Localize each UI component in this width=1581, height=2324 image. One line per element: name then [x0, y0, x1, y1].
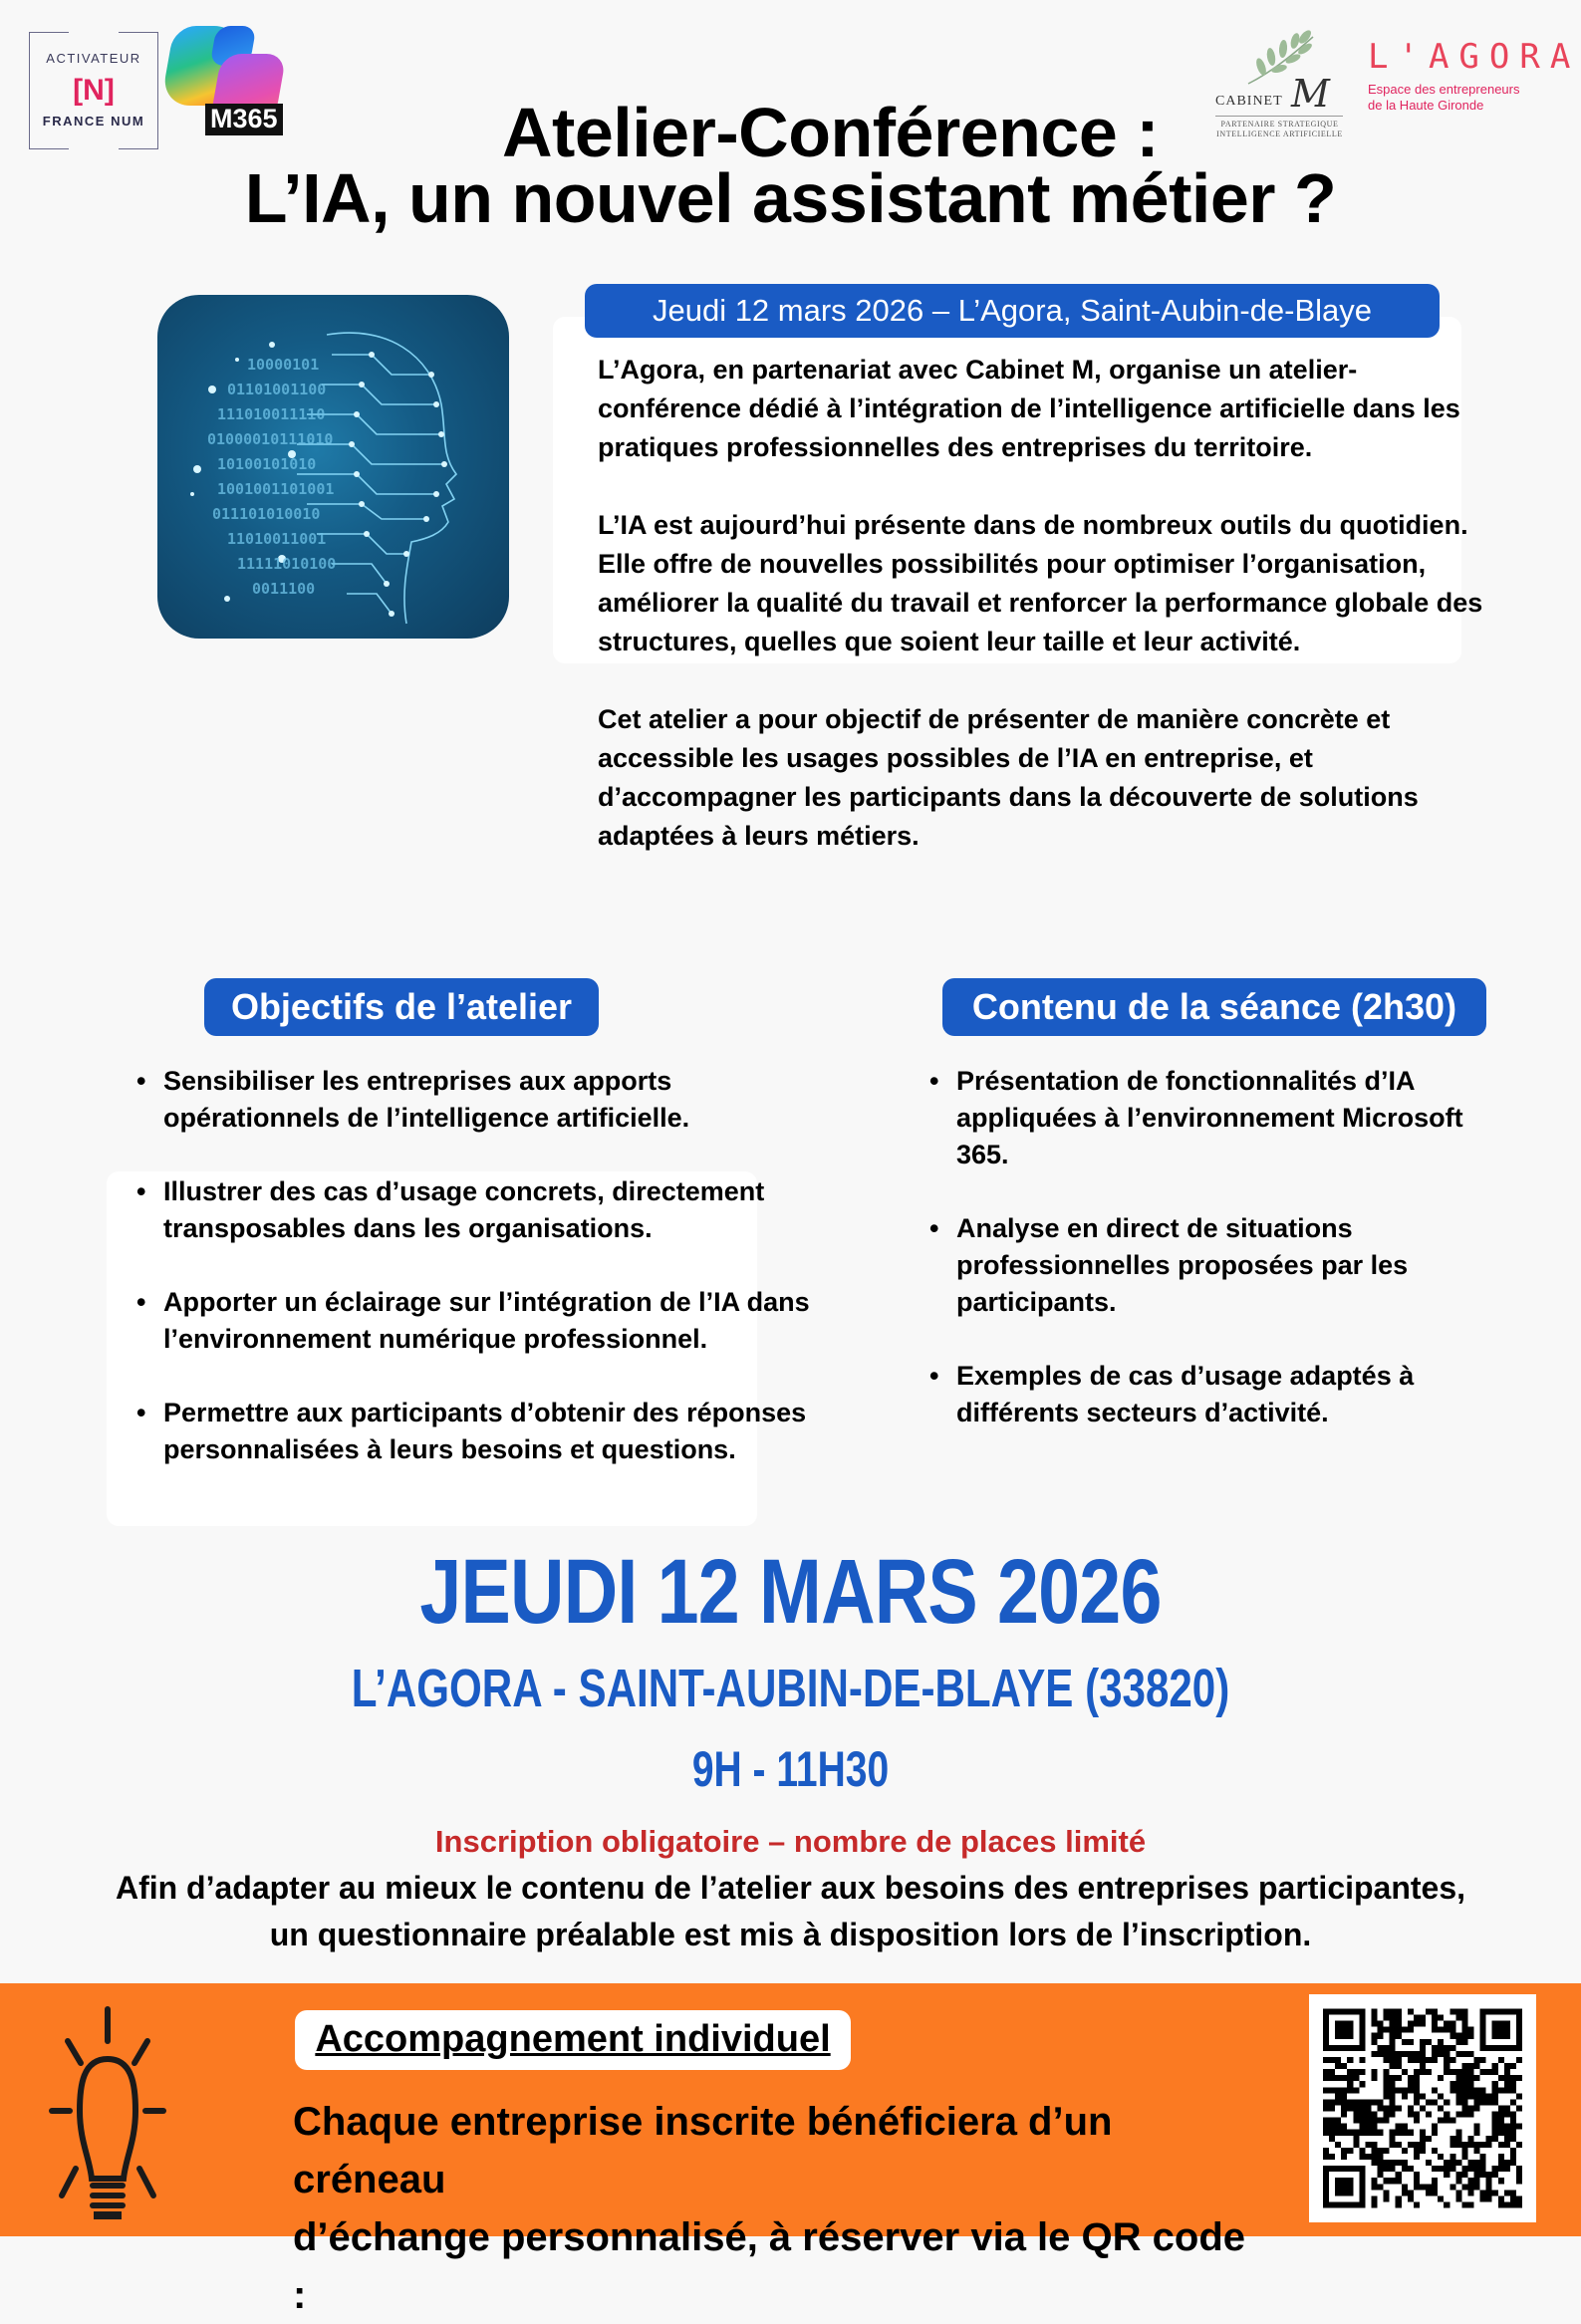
objectives-heading: Objectifs de l’atelier — [204, 978, 599, 1036]
logo-activateur-text: ACTIVATEUR — [46, 51, 141, 66]
page-title — [0, 94, 1581, 237]
accompaniment-text — [293, 2093, 1249, 2324]
footer-band — [0, 1983, 1581, 2317]
svg-text:01101001100: 01101001100 — [227, 381, 327, 398]
objective-item: • Illustrer des cas d’usage concrets, directement transposables dans les organisations. — [136, 1173, 814, 1247]
intro-paragraph: L’IA est aujourd’hui présente dans de nombreux outils du quotidien. Elle offre de nouvelles possibilités pour optimiser l’organisation, améliorer la qualité du travail et renforcer la performance globale des structures, quelles que soient leur taille et leur activité. — [598, 510, 1483, 656]
cabinet-name: CABINET — [1215, 94, 1283, 109]
m365-label: M365 — [205, 104, 283, 135]
agora-tagline-line1: Espace des entrepreneurs — [1368, 82, 1520, 97]
svg-text:11111010100: 11111010100 — [237, 555, 337, 573]
registration-notice: Inscription obligatoire – nombre de places limité — [434, 1824, 1147, 1859]
registration-note-line1: Afin d’adapter au mieux le contenu de l’atelier aux besoins des entreprises participantes, — [115, 1870, 1466, 1906]
date-location-badge: Jeudi 12 mars 2026 – L’Agora, Saint-Aubin-de-Blaye — [585, 284, 1440, 338]
event-time: 9H - 11H30 — [691, 1741, 890, 1797]
svg-text:1001001101001: 1001001101001 — [217, 480, 335, 498]
content-list — [929, 1063, 1507, 1468]
svg-text:011101010010: 011101010010 — [212, 505, 321, 523]
logo-n-mark: [N] — [73, 74, 115, 107]
svg-text:10000101: 10000101 — [247, 356, 320, 374]
cabinet-m-mark: M — [1291, 72, 1330, 116]
objective-item: • Sensibiliser les entreprises aux apports opérationnels de l’intelligence artificielle. — [136, 1063, 814, 1137]
content-item: • Présentation de fonctionnalités d’IA appliquées à l’environnement Microsoft 365. — [929, 1063, 1507, 1173]
svg-text:11010011001: 11010011001 — [227, 530, 327, 548]
objective-item: • Apporter un éclairage sur l’intégration de l’IA dans l’environnement numérique professionnel. — [136, 1284, 814, 1358]
agora-wordmark: L'AGORA — [1368, 37, 1581, 77]
objectives-list — [136, 1063, 814, 1505]
circuit-head-icon — [157, 295, 509, 639]
cabinet-subtitle-line1: PARTENAIRE STRATEGIQUE — [1220, 120, 1339, 129]
intro-paragraph: Cet atelier a pour objectif de présenter de manière concrète et accessible les usages possibles de l’IA en entreprise, et d’accompagner les participants dans la découverte de solutions adaptées à leurs métiers. — [598, 704, 1419, 851]
registration-note-line2: un questionnaire préalable est mis à disposition lors de l’inscription. — [269, 1917, 1312, 1952]
objective-item: • Permettre aux participants d’obtenir des réponses personnalisées à leurs besoins et questions. — [136, 1395, 814, 1468]
accompaniment-heading: Accompagnement individuel — [295, 2010, 851, 2070]
registration-note — [0, 1865, 1581, 1958]
cabinet-subtitle-line2: INTELLIGENCE ARTIFICIELLE — [1216, 129, 1343, 138]
accompaniment-text-line1: Chaque entreprise inscrite bénéficiera d’un créneau — [293, 2100, 1113, 2201]
content-heading: Contenu de la séance (2h30) — [942, 978, 1486, 1036]
lightbulb-icon — [48, 2001, 167, 2225]
page-title-line1: Atelier-Conférence : — [501, 94, 1160, 171]
booking-qr-code[interactable] — [1309, 1994, 1536, 2222]
intro-text — [598, 351, 1484, 895]
svg-text:0011100: 0011100 — [252, 580, 316, 598]
agora-tagline-line2: de la Haute Gironde — [1368, 98, 1484, 114]
event-date: JEUDI 12 MARS 2026 — [419, 1541, 1162, 1643]
content-item: • Exemples de cas d’usage adaptés à différents secteurs d’activité. — [929, 1358, 1507, 1431]
svg-text:01000010111010: 01000010111010 — [207, 430, 334, 448]
svg-text:10100101010: 10100101010 — [217, 455, 317, 473]
event-place: L’AGORA - SAINT-AUBIN-DE-BLAYE (33820) — [351, 1659, 1230, 1718]
qr-code-icon — [1323, 2008, 1522, 2208]
accompaniment-text-line2: d’échange personnalisé, à réserver via le QR code : — [293, 2215, 1245, 2317]
intro-paragraph: L’Agora, en partenariat avec Cabinet M, organise un atelier-conférence dédié à l’intégration de l’intelligence artificielle dans les pratiques professionnelles des entreprises du territoire. — [598, 355, 1460, 462]
ai-head-illustration — [157, 295, 509, 639]
logo-france-num-text: FRANCE NUM — [42, 114, 145, 129]
page-title-line2: L’IA, un nouvel assistant métier ? — [244, 159, 1337, 237]
content-item: • Analyse en direct de situations professionnelles proposées par les participants. — [929, 1210, 1507, 1321]
svg-text:111010011110: 111010011110 — [217, 405, 326, 423]
